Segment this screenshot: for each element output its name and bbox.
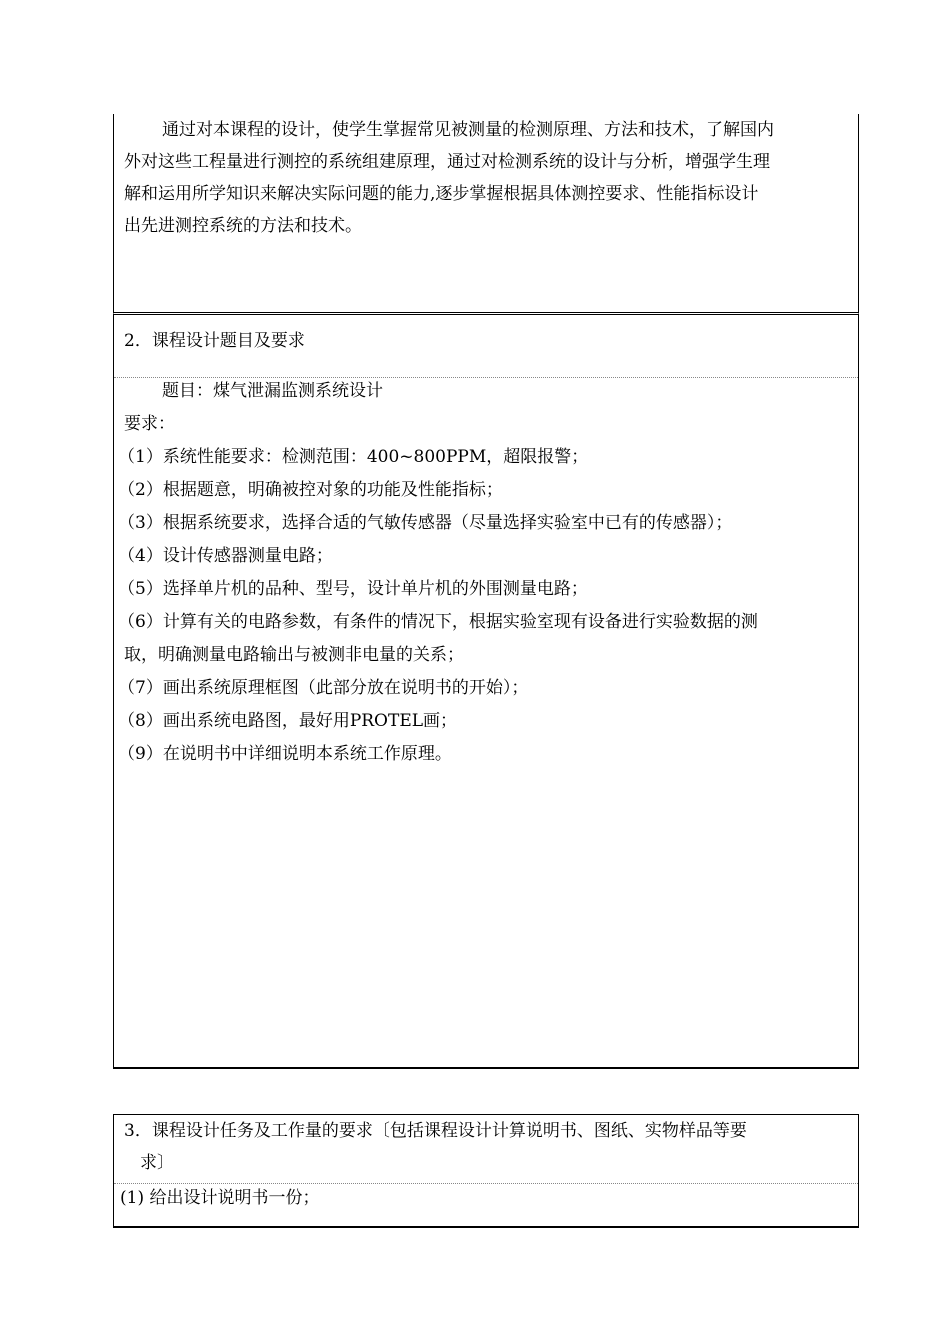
- section3-box: [113, 1114, 859, 1228]
- section1-line-4: 出先进测控系统的方法和技术。: [124, 216, 362, 236]
- req-item-2: （2）根据题意，明确被控对象的功能及性能指标；: [118, 480, 503, 500]
- section2-heading: 2．课程设计题目及要求: [124, 331, 305, 351]
- req-item-5: （5）选择单片机的品种、型号，设计单片机的外围测量电路；: [118, 579, 588, 599]
- section2-req-label: 要求：: [124, 414, 175, 434]
- req-item-8: （8）画出系统电路图，最好用PROTEL画；: [118, 711, 458, 731]
- section3-item-1: (1) 给出设计说明书一份；: [120, 1188, 320, 1208]
- section1-line-2: 外对这些工程量进行测控的系统组建原理，通过对检测系统的设计与分析，增强学生理: [124, 152, 770, 172]
- req-item-7: （7）画出系统原理框图（此部分放在说明书的开始）；: [118, 678, 529, 698]
- section1-line-3: 解和运用所学知识来解决实际问题的能力,逐步掌握根据具体测控要求、性能指标设计: [124, 184, 759, 204]
- req-item-1: （1）系统性能要求：检测范围：400~800PPM，超限报警；: [118, 447, 589, 467]
- section1-box: [113, 114, 859, 315]
- req-item-6: （6）计算有关的电路参数，有条件的情况下，根据实验室现有设备进行实验数据的测: [118, 612, 758, 632]
- section1-line-1: 通过对本课程的设计，使学生掌握常见被测量的检测原理、方法和技术，了解国内: [162, 120, 774, 140]
- req-item-4: （4）设计传感器测量电路；: [118, 546, 333, 566]
- section2-box: [113, 315, 859, 1069]
- section3-heading-line1: 3．课程设计任务及工作量的要求〔包括课程设计计算说明书、图纸、实物样品等要: [124, 1121, 747, 1141]
- section2-topic: 题目：煤气泄漏监测系统设计: [162, 381, 383, 401]
- req-item-6-cont: 取，明确测量电路输出与被测非电量的关系；: [124, 645, 464, 665]
- req-item-9: （9）在说明书中详细说明本系统工作原理。: [118, 744, 452, 764]
- req-item-3: （3）根据系统要求，选择合适的气敏传感器（尽量选择实验室中已有的传感器）；: [118, 513, 733, 533]
- section3-heading-line2: 求〕: [140, 1153, 174, 1173]
